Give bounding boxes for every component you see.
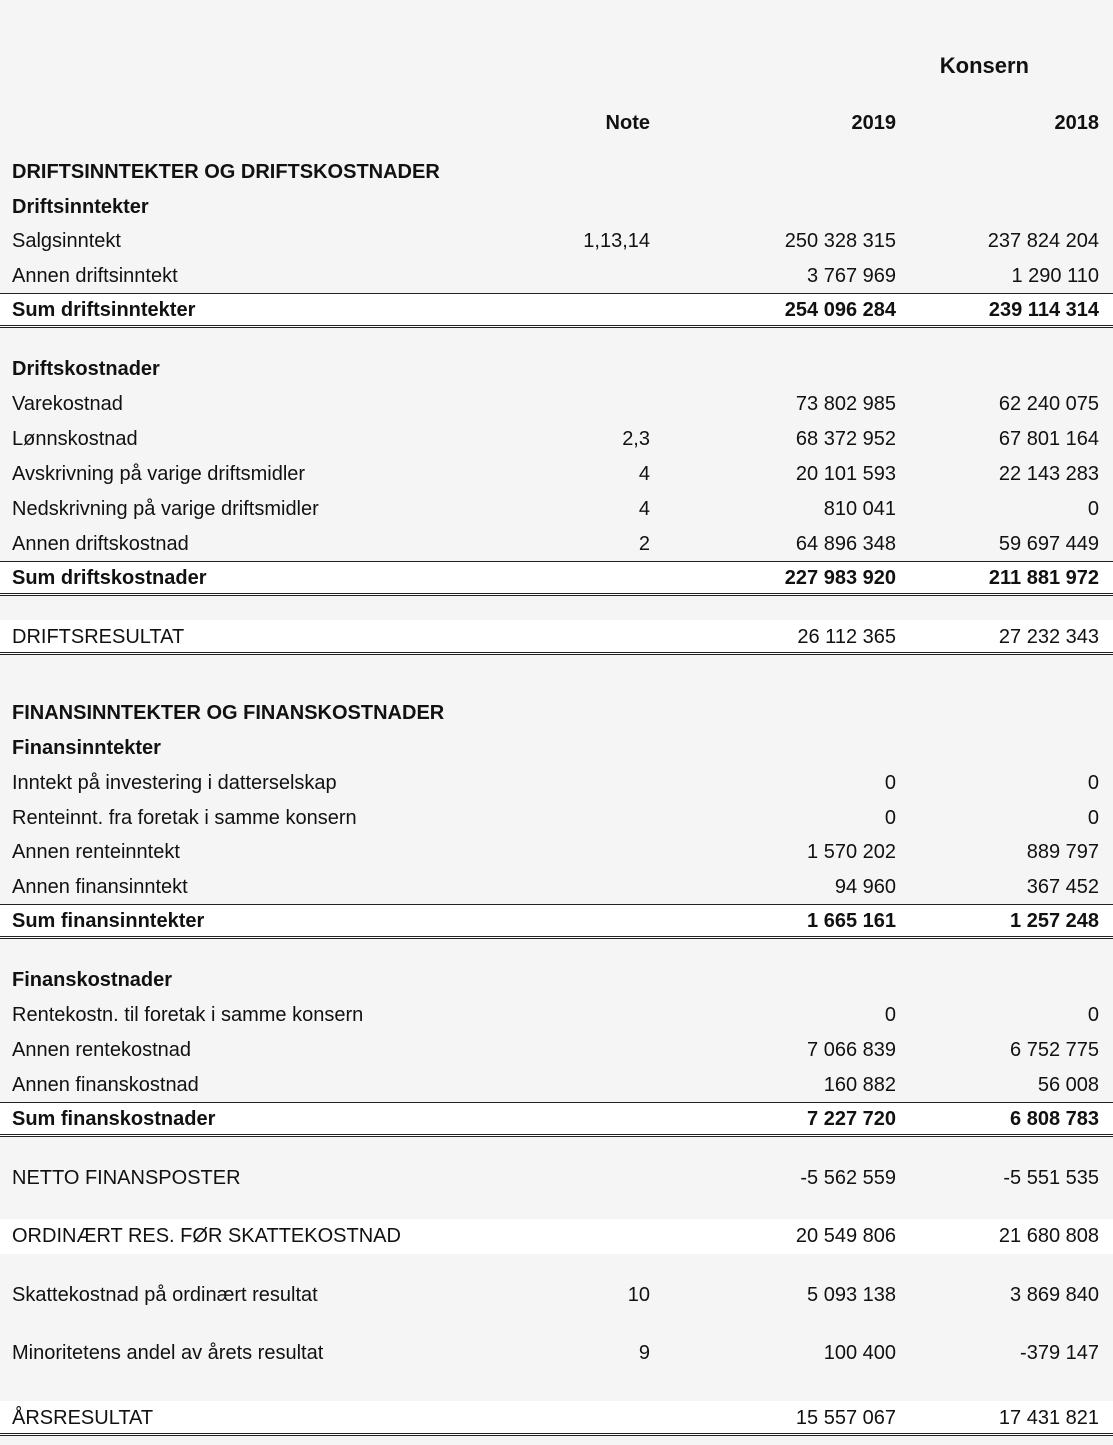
row-label: Rentekostn. til foretak i samme konsern	[12, 1004, 364, 1026]
value-2019-cell: 250 328 315	[784, 230, 896, 252]
value-2018-cell: 17 431 821	[998, 1407, 1099, 1429]
note-column-header: Note	[605, 112, 650, 134]
value-2018-cell: 27 232 343	[998, 626, 1099, 648]
row-label: Avskrivning på varige driftsmidler	[12, 463, 306, 485]
row-label: Nedskrivning på varige driftsmidler	[12, 498, 319, 520]
sum-row	[0, 904, 1113, 939]
value-2018-cell: -5 551 535	[1003, 1167, 1099, 1189]
note-cell: 2	[638, 533, 650, 555]
subsection-heading	[0, 731, 1113, 766]
table-row	[0, 387, 1113, 422]
table-row	[0, 1336, 1113, 1371]
value-2018-cell: 1 290 110	[1011, 265, 1099, 287]
value-2018-cell: 59 697 449	[998, 533, 1099, 555]
year-2019-column-header: 2019	[851, 112, 896, 134]
value-2018-cell: 22 143 283	[998, 463, 1099, 485]
value-2018-cell: 237 824 204	[987, 230, 1099, 252]
row-label: ORDINÆRT RES. FØR SKATTEKOSTNAD	[12, 1225, 401, 1247]
result-row	[0, 620, 1113, 655]
row-label: Driftskostnader	[12, 358, 160, 380]
result-row	[0, 1219, 1113, 1254]
table-row	[0, 998, 1113, 1033]
row-label: Annen renteinntekt	[12, 841, 180, 863]
value-2019-cell: 254 096 284	[784, 299, 896, 321]
value-2018-cell: 6 808 783	[1010, 1108, 1099, 1130]
sum-row	[0, 561, 1113, 596]
row-label: Lønnskostnad	[12, 428, 138, 450]
row-label: Sum driftsinntekter	[12, 299, 196, 321]
subsection-heading	[0, 963, 1113, 998]
value-2018-cell: 0	[1087, 807, 1099, 829]
subsection-heading	[0, 352, 1113, 387]
value-2019-cell: 160 882	[823, 1074, 896, 1096]
row-label: Varekostnad	[12, 393, 123, 415]
value-2018-cell: 56 008	[1037, 1074, 1099, 1096]
value-2019-cell: 1 665 161	[807, 910, 896, 932]
table-row	[0, 1278, 1113, 1313]
value-2018-cell: 239 114 314	[988, 299, 1099, 321]
value-2019-cell: 94 960	[834, 876, 896, 898]
row-label: Driftsinntekter	[12, 196, 149, 218]
value-2019-cell: 0	[884, 772, 896, 794]
value-2019-cell: 68 372 952	[795, 428, 896, 450]
table-row	[0, 259, 1113, 294]
value-2019-cell: 0	[884, 1004, 896, 1026]
value-2019-cell: 810 041	[823, 498, 896, 520]
value-2019-cell: 5 093 138	[807, 1284, 896, 1306]
note-cell: 4	[638, 463, 650, 485]
value-2019-cell: 227 983 920	[784, 567, 896, 589]
value-2018-cell: 3 869 840	[1010, 1284, 1099, 1306]
value-2019-cell: 100 400	[823, 1342, 896, 1364]
table-row	[0, 527, 1113, 562]
value-2018-cell: 1 257 248	[1010, 910, 1099, 932]
section-heading	[0, 155, 1113, 190]
value-2019-cell: 20 549 806	[795, 1225, 896, 1247]
value-2018-cell: 6 752 775	[1010, 1039, 1099, 1061]
row-label: NETTO FINANSPOSTER	[12, 1167, 241, 1189]
value-2018-cell: 889 797	[1026, 841, 1099, 863]
section-heading	[0, 696, 1113, 731]
result-row	[0, 1161, 1113, 1196]
row-label: Sum finanskostnader	[12, 1108, 216, 1130]
value-2019-cell: 26 112 365	[797, 626, 896, 648]
row-label: DRIFTSINNTEKTER OG DRIFTSKOSTNADER	[12, 161, 440, 183]
value-2019-cell: 3 767 969	[807, 265, 896, 287]
row-label: Inntekt på investering i datterselskap	[12, 772, 337, 794]
table-row	[0, 766, 1113, 801]
note-cell: 2,3	[622, 428, 650, 450]
value-2019-cell: 7 066 839	[807, 1039, 896, 1061]
table-row	[0, 835, 1113, 870]
value-2018-cell: 211 881 972	[988, 567, 1099, 589]
table-row	[0, 422, 1113, 457]
value-2018-cell: 0	[1087, 772, 1099, 794]
group-title: Konsern	[939, 53, 1029, 78]
value-2018-cell: 0	[1087, 1004, 1099, 1026]
value-2019-cell: 20 101 593	[795, 463, 896, 485]
subsection-heading	[0, 190, 1113, 225]
row-label: Sum finansinntekter	[12, 910, 205, 932]
table-row	[0, 870, 1113, 905]
row-label: Annen finanskostnad	[12, 1074, 199, 1096]
value-2019-cell: 7 227 720	[807, 1108, 896, 1130]
value-2019-cell: 0	[884, 807, 896, 829]
row-label: Annen rentekostnad	[12, 1039, 192, 1061]
value-2019-cell: -5 562 559	[800, 1167, 896, 1189]
table-row	[0, 457, 1113, 492]
value-2019-cell: 15 557 067	[795, 1407, 896, 1429]
value-2018-cell: 0	[1087, 498, 1099, 520]
row-label: Renteinnt. fra foretak i samme konsern	[12, 807, 357, 829]
row-label: FINANSINNTEKTER OG FINANSKOSTNADER	[12, 702, 445, 724]
table-row	[0, 801, 1113, 836]
value-2018-cell: 21 680 808	[998, 1225, 1099, 1247]
note-cell: 10	[627, 1284, 650, 1306]
row-label: Annen finansinntekt	[12, 876, 188, 898]
note-cell: 4	[638, 498, 650, 520]
row-label: ÅRSRESULTAT	[12, 1407, 154, 1429]
row-label: DRIFTSRESULTAT	[12, 626, 185, 648]
row-label: Annen driftskostnad	[12, 533, 189, 555]
note-cell: 1,13,14	[583, 230, 650, 252]
value-2018-cell: 367 452	[1026, 876, 1099, 898]
sum-row	[0, 1102, 1113, 1137]
table-row	[0, 224, 1113, 259]
value-2019-cell: 73 802 985	[795, 393, 896, 415]
sum-row	[0, 293, 1113, 328]
value-2019-cell: 1 570 202	[807, 841, 896, 863]
row-label: Finanskostnader	[12, 969, 173, 991]
row-label: Minoritetens andel av årets resultat	[12, 1342, 324, 1364]
row-label: Skattekostnad på ordinært resultat	[12, 1284, 318, 1306]
row-label: Finansinntekter	[12, 737, 161, 759]
table-row	[0, 1068, 1113, 1103]
year-2018-column-header: 2018	[1054, 112, 1099, 134]
row-label: Sum driftskostnader	[12, 567, 207, 589]
table-row	[0, 1033, 1113, 1068]
value-2018-cell: 62 240 075	[998, 393, 1099, 415]
row-label: Salgsinntekt	[12, 230, 121, 252]
table-row	[0, 492, 1113, 527]
note-cell: 9	[638, 1342, 650, 1364]
row-label: Annen driftsinntekt	[12, 265, 178, 287]
result-row	[0, 1401, 1113, 1436]
value-2018-cell: 67 801 164	[998, 428, 1099, 450]
value-2018-cell: -379 147	[1020, 1342, 1099, 1364]
value-2019-cell: 64 896 348	[795, 533, 896, 555]
